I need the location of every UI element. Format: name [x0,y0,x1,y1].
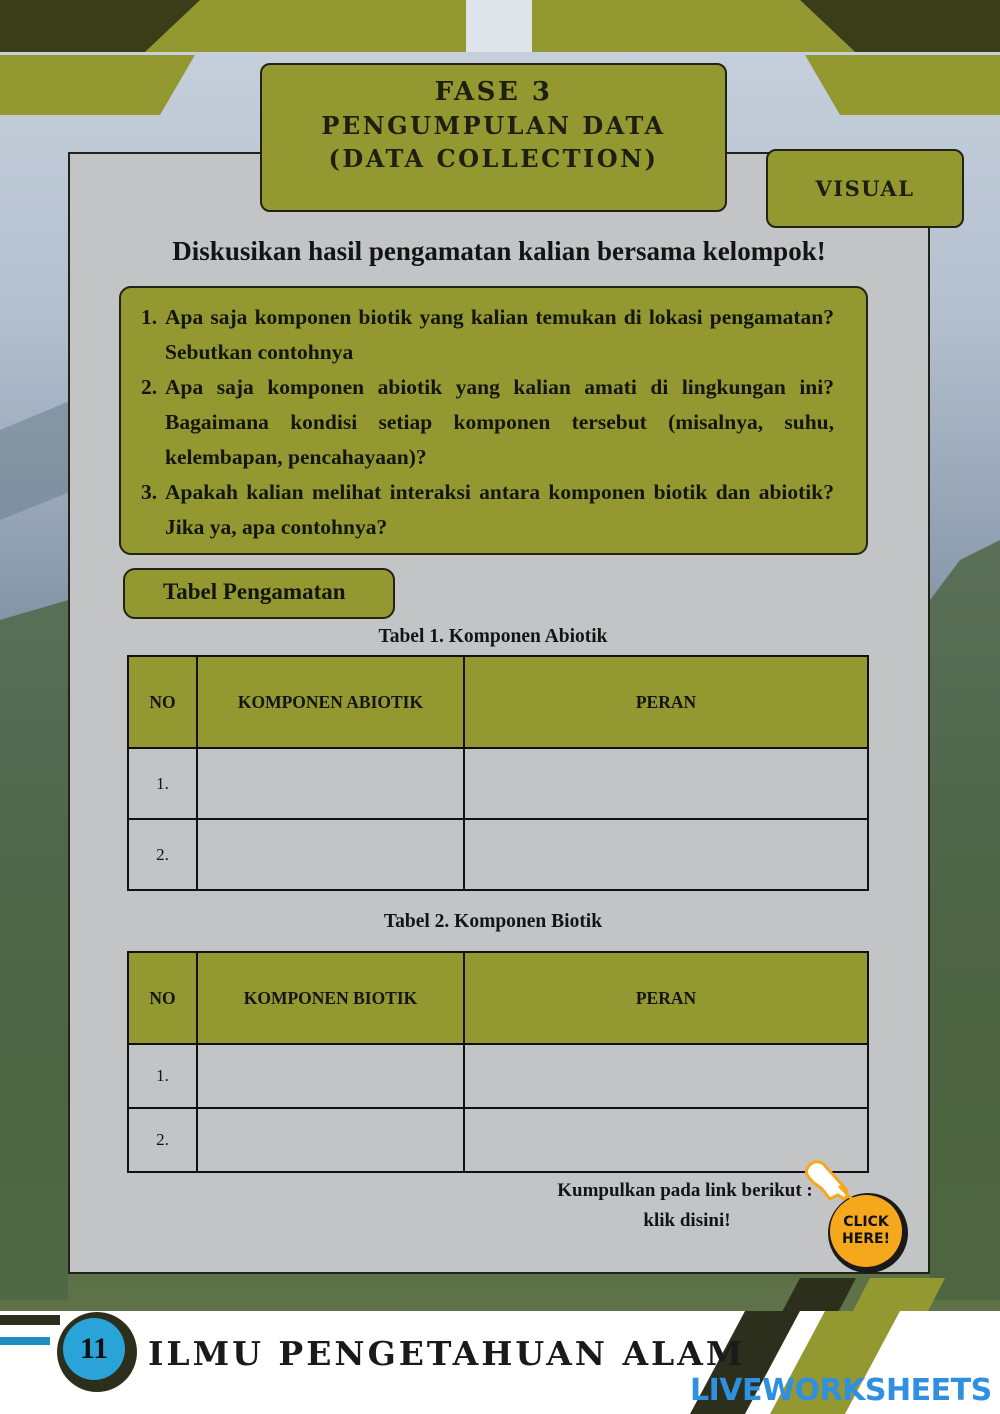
tabel-pengamatan-text: Tabel Pengamatan [163,579,346,604]
questions-box [119,286,868,555]
komponen-input-cell[interactable] [197,819,464,890]
table-abiotik [127,655,869,891]
row-no: 1. [128,1044,197,1108]
table1-caption: Tabel 1. Komponen Abiotik [378,626,608,647]
question-number: 1. [141,305,158,329]
question-text: Apa saja komponen abiotik yang kalian amati di lingkungan ini? Bagaimana kondisi setiap komponen tersebut (misalnya, suhu, kelembapan, pencahayaan)? [165,375,834,469]
header-peran: PERAN [464,952,868,1044]
instruction-text: Diskusikan hasil pengamatan kalian bersama kelompok! [172,236,826,266]
page-number: 11 [63,1318,125,1380]
phase-title: PENGUMPULAN DATA [321,111,666,140]
liveworksheets-watermark: LIVEWORKSHEETS [690,1373,992,1408]
header-komponen: KOMPONEN BIOTIK [197,952,464,1044]
table-biotik [127,951,869,1173]
click-here-button[interactable] [800,1155,910,1275]
table-header-row [128,656,868,748]
komponen-input-cell[interactable] [197,748,464,819]
header-no: NO [128,656,197,748]
phase-subtitle: (DATA COLLECTION) [328,144,659,173]
submit-instruction: Kumpulkan pada link berikut : [557,1180,813,1201]
hand-pointer-icon [806,1162,852,1199]
click-label: CLICK [843,1214,889,1230]
question-number: 2. [141,375,158,399]
question-text: Apa saja komponen biotik yang kalian temukan di lokasi pengamatan? Sebutkan contohnya [165,305,834,364]
peran-input-cell[interactable] [464,1044,868,1108]
header-no: NO [128,952,197,1044]
subject-title: ILMU PENGETAHUAN ALAM [148,1334,746,1373]
table-row [128,748,868,819]
phase-label: FASE 3 [434,77,553,107]
header-komponen: KOMPONEN ABIOTIK [197,656,464,748]
komponen-input-cell[interactable] [197,1044,464,1108]
row-no: 1. [128,748,197,819]
visual-badge [766,149,964,228]
visual-badge-label: VISUAL [815,176,915,201]
peran-input-cell[interactable] [464,819,868,890]
row-no: 2. [128,1108,197,1172]
question-item [141,300,834,370]
phase-title-box [260,63,727,212]
table-row [128,819,868,890]
table-row [128,1108,868,1172]
row-no: 2. [128,819,197,890]
peran-input-cell[interactable] [464,748,868,819]
table-row [128,1044,868,1108]
header-peran: PERAN [464,656,868,748]
question-item [141,370,834,475]
question-number: 3. [141,480,158,504]
question-list [141,300,834,545]
komponen-input-cell[interactable] [197,1108,464,1172]
submit-link[interactable]: klik disini! [643,1210,731,1231]
here-label: HERE! [841,1231,891,1247]
table-header-row [128,952,868,1044]
table2-caption: Tabel 2. Komponen Biotik [383,911,603,932]
tabel-pengamatan-label [123,568,395,619]
question-item [141,475,834,545]
question-text: Apakah kalian melihat interaksi antara komponen biotik dan abiotik? Jika ya, apa contohnya? [165,480,834,539]
page-number-badge [57,1312,137,1392]
